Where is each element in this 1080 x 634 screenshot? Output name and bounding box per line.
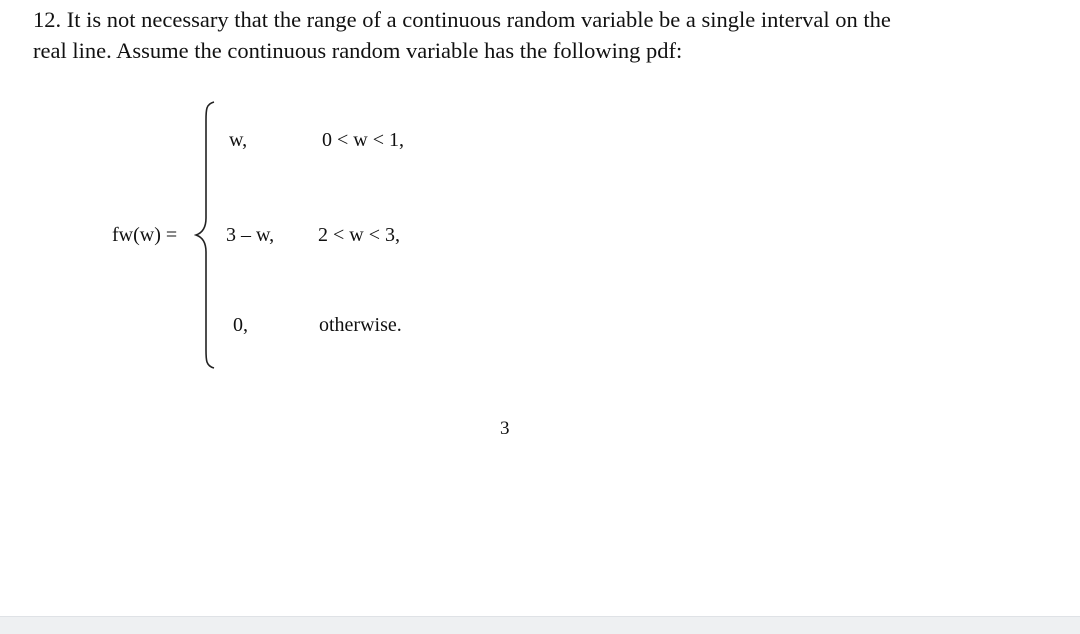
pdf-label: fw(w) = — [112, 224, 178, 246]
case-1-expression: w, — [229, 129, 248, 151]
problem-line-1: 12. It is not necessary that the range of a continuous random variable be a single interval on the — [33, 7, 891, 32]
case-2-condition: 2 < w < 3, — [318, 224, 401, 246]
bottom-bar — [0, 616, 1080, 634]
case-2-expression: 3 – w, — [226, 224, 275, 246]
case-1-condition: 0 < w < 1, — [322, 129, 405, 151]
problem-statement — [33, 4, 1053, 66]
left-brace — [194, 100, 218, 370]
case-3-expression: 0, — [233, 314, 248, 336]
case-3-condition: otherwise. — [319, 314, 402, 336]
page-number: 3 — [500, 418, 510, 439]
problem-line-2: real line. Assume the continuous random variable has the following pdf: — [33, 38, 683, 63]
